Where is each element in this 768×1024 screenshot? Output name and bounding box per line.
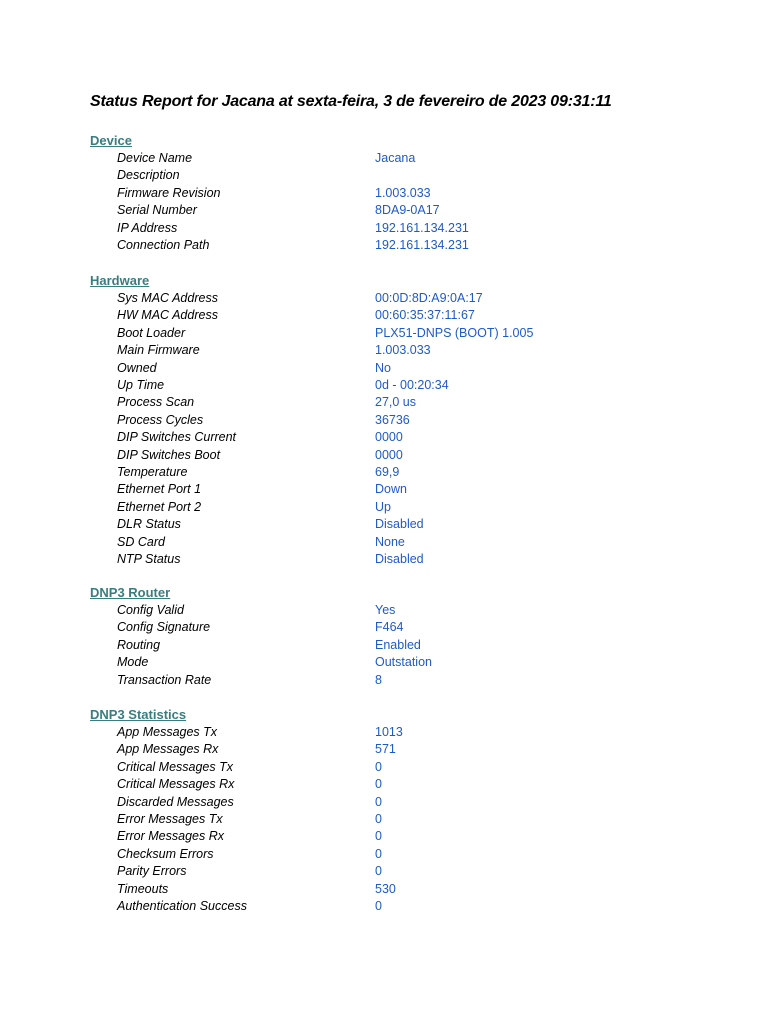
row-label: Error Messages Rx: [117, 829, 224, 844]
row-label: Routing: [117, 637, 161, 652]
row-label: Config Valid: [117, 603, 184, 617]
report-row: [0, 516, 768, 533]
row-value: F464: [375, 620, 404, 635]
row-value: 0: [375, 899, 382, 913]
row-label: SD Card: [117, 534, 165, 549]
row-label: Mode: [117, 655, 149, 670]
row-value: 0: [375, 829, 382, 844]
row-value: 27,0 us: [375, 395, 417, 410]
row-label: Temperature: [117, 465, 188, 479]
row-label: DLR Status: [117, 517, 181, 532]
row-value: 571: [375, 742, 396, 757]
report-row: [0, 342, 768, 359]
report-row: [0, 828, 768, 845]
row-label: Ethernet Port 1: [117, 482, 202, 497]
report-row: [0, 881, 768, 898]
row-value: No: [375, 360, 391, 375]
row-value: PLX51-DNPS (BOOT) 1.005: [375, 325, 534, 340]
report-row: [0, 898, 768, 915]
row-value: 0: [375, 812, 382, 826]
row-value: None: [375, 534, 405, 549]
row-value: 1.003.033: [375, 343, 431, 358]
row-label: Parity Errors: [117, 864, 187, 879]
row-label: Checksum Errors: [117, 846, 214, 861]
row-value: 0: [375, 759, 382, 774]
row-label: HW MAC Address: [117, 308, 218, 323]
row-label: Transaction Rate: [117, 672, 212, 687]
report-row: [0, 794, 768, 811]
row-value: Down: [375, 482, 407, 497]
row-label: Owned: [117, 360, 157, 375]
row-label: IP Address: [117, 220, 178, 235]
row-label: DIP Switches Boot: [117, 447, 221, 462]
row-label: Error Messages Tx: [117, 812, 223, 826]
report-row: [0, 307, 768, 324]
report-row: [0, 429, 768, 446]
section-heading: DNP3 Statistics: [90, 707, 187, 722]
row-label: Ethernet Port 2: [117, 499, 202, 514]
report-row: [0, 551, 768, 568]
row-value: 00:60:35:37:11:67: [375, 308, 475, 323]
row-value: Up: [375, 499, 391, 514]
row-value: Enabled: [375, 637, 421, 652]
row-value: 0: [375, 846, 382, 861]
row-label: Authentication Success: [117, 899, 247, 913]
row-value: 192.161.134.231: [375, 220, 469, 235]
row-label: Process Cycles: [117, 412, 204, 427]
report-row: [0, 759, 768, 776]
row-label: Up Time: [117, 378, 165, 392]
row-label: Process Scan: [117, 395, 195, 410]
row-label: Main Firmware: [117, 343, 200, 358]
report-row: [0, 619, 768, 636]
row-value: 0000: [375, 447, 403, 462]
report-row: [0, 185, 768, 202]
row-value: 1013: [375, 725, 403, 739]
report-row: [0, 499, 768, 516]
row-value: 8: [375, 672, 382, 687]
row-label: Serial Number: [117, 203, 197, 218]
section-heading: DNP3 Router: [90, 585, 171, 600]
row-label: Config Signature: [117, 620, 211, 635]
row-value: Disabled: [375, 517, 424, 532]
row-value: 0: [375, 864, 382, 879]
row-label: NTP Status: [117, 552, 181, 566]
report-row: [0, 237, 768, 254]
section-heading: Hardware: [90, 273, 150, 288]
row-label: Critical Messages Tx: [117, 759, 233, 774]
report-row: [0, 654, 768, 671]
report-row: [0, 412, 768, 429]
row-value: 192.161.134.231: [375, 238, 469, 252]
report-row: [0, 637, 768, 654]
report-row: [0, 811, 768, 828]
report-row: [0, 464, 768, 481]
report-row: [0, 672, 768, 689]
row-value: 0d - 00:20:34: [375, 378, 449, 392]
report-row: [0, 377, 768, 394]
report-row: [0, 360, 768, 377]
row-value: 0: [375, 794, 382, 809]
report-row: [0, 776, 768, 793]
row-label: Sys MAC Address: [117, 291, 218, 305]
row-value: 0: [375, 777, 382, 792]
report-row: [0, 394, 768, 411]
row-value: Jacana: [375, 151, 416, 165]
row-label: Boot Loader: [117, 325, 186, 340]
report-row: [0, 150, 768, 167]
row-value: 8DA9-0A17: [375, 203, 440, 218]
section-heading: Device: [90, 133, 132, 148]
report-row: [0, 290, 768, 307]
report-row: [0, 534, 768, 551]
row-label: Timeouts: [117, 881, 169, 896]
report-row: [0, 447, 768, 464]
row-label: Critical Messages Rx: [117, 777, 235, 792]
row-value: 1.003.033: [375, 185, 431, 200]
row-label: Connection Path: [117, 238, 210, 252]
row-value: 36736: [375, 412, 410, 427]
row-label: Device Name: [117, 151, 193, 165]
report-row: [0, 325, 768, 342]
row-label: App Messages Rx: [117, 742, 219, 757]
row-label: App Messages Tx: [117, 725, 218, 739]
report-row: [0, 481, 768, 498]
page-title: Status Report for Jacana at sexta-feira, 3 de fevereiro de 2023 09:31:11: [90, 93, 612, 110]
row-value: Disabled: [375, 552, 424, 566]
report-row: [0, 602, 768, 619]
row-value: 00:0D:8D:A9:0A:17: [375, 291, 483, 305]
row-label: DIP Switches Current: [117, 430, 237, 445]
report-row: [0, 741, 768, 758]
report-row: [0, 863, 768, 880]
report-row: [0, 846, 768, 863]
row-value: 69,9: [375, 465, 400, 479]
report-row: [0, 202, 768, 219]
row-label: Description: [117, 168, 180, 183]
report-row: [0, 167, 768, 184]
report-row: [0, 220, 768, 237]
row-label: Firmware Revision: [117, 185, 221, 200]
row-value: 0000: [375, 430, 403, 445]
report-row: [0, 724, 768, 741]
row-value: Yes: [375, 603, 396, 617]
row-value: 530: [375, 881, 396, 896]
row-value: Outstation: [375, 655, 432, 670]
row-label: Discarded Messages: [117, 794, 234, 809]
